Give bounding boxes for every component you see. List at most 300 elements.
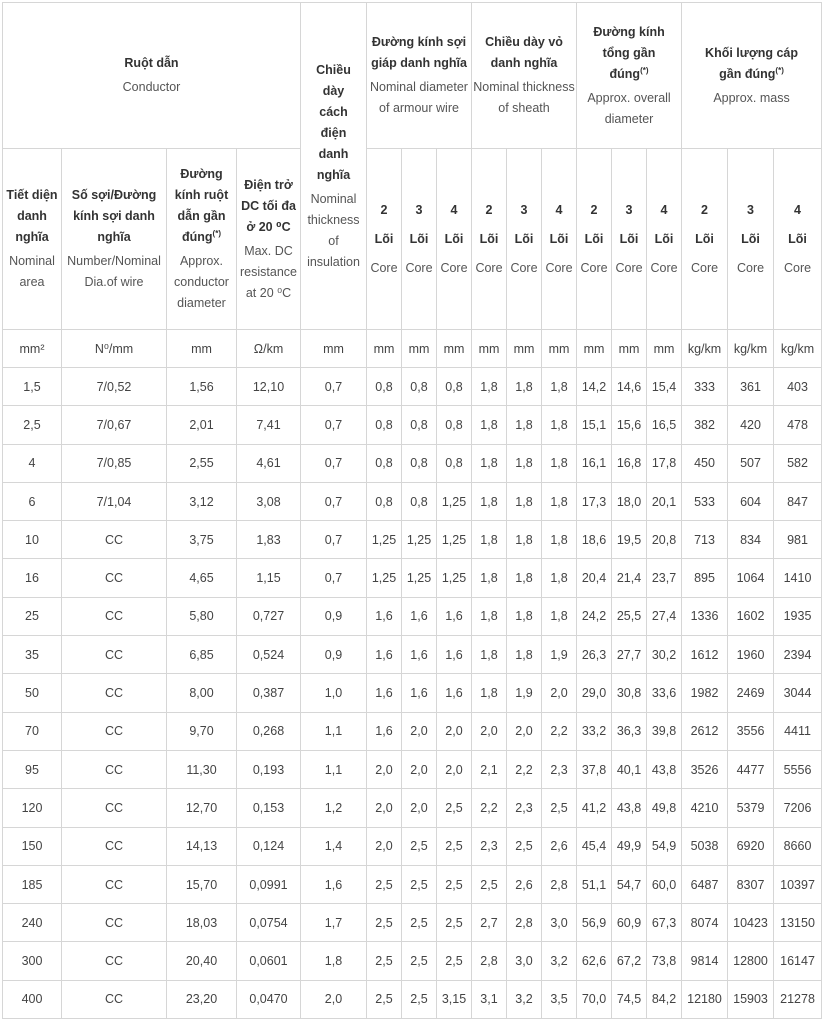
table-cell: 1,56 bbox=[167, 368, 237, 406]
table-cell: 17,8 bbox=[647, 444, 682, 482]
unit-cell: mm bbox=[402, 330, 437, 368]
table-cell: 2,0 bbox=[472, 712, 507, 750]
table-cell: 2,1 bbox=[472, 750, 507, 788]
table-cell: 2,5 bbox=[402, 827, 437, 865]
table-cell: 4,61 bbox=[237, 444, 301, 482]
table-cell: 1,8 bbox=[472, 368, 507, 406]
table-cell: 1,8 bbox=[472, 597, 507, 635]
core-header-overall-4 bbox=[647, 149, 682, 330]
table-cell: 240 bbox=[3, 904, 62, 942]
table-cell: 1,8 bbox=[507, 636, 542, 674]
table-row bbox=[3, 559, 822, 597]
core-count: 3 bbox=[747, 202, 754, 217]
table-cell: 6487 bbox=[682, 865, 728, 903]
table-cell: 1,8 bbox=[472, 674, 507, 712]
table-cell: 11,30 bbox=[167, 750, 237, 788]
table-cell: 1064 bbox=[728, 559, 774, 597]
core-count: 3 bbox=[415, 202, 423, 217]
table-cell: 1,6 bbox=[301, 865, 367, 903]
table-row bbox=[3, 980, 822, 1018]
table-cell: 50 bbox=[3, 674, 62, 712]
table-cell: 0,7 bbox=[301, 482, 367, 520]
table-cell: 12800 bbox=[728, 942, 774, 980]
table-cell: 2,5 bbox=[507, 827, 542, 865]
table-cell: 2,01 bbox=[167, 406, 237, 444]
table-cell: 2,5 bbox=[542, 789, 577, 827]
table-cell: 0,387 bbox=[237, 674, 301, 712]
core-header-armour-2 bbox=[367, 149, 402, 330]
table-cell: 0,0601 bbox=[237, 942, 301, 980]
table-cell: 150 bbox=[3, 827, 62, 865]
table-cell: 2,3 bbox=[542, 750, 577, 788]
table-cell: 1,8 bbox=[542, 521, 577, 559]
table-cell: 2,0 bbox=[402, 789, 437, 827]
core-label-en: Core bbox=[690, 260, 719, 275]
table-cell: 0,8 bbox=[367, 482, 402, 520]
table-cell: 1982 bbox=[682, 674, 728, 712]
table-cell: CC bbox=[62, 750, 167, 788]
table-cell: 2,5 bbox=[367, 942, 402, 980]
table-cell: 3,12 bbox=[167, 482, 237, 520]
table-cell: 1,4 bbox=[301, 827, 367, 865]
table-cell: 8074 bbox=[682, 904, 728, 942]
core-label-en: Core bbox=[510, 260, 538, 275]
table-cell: 2,5 bbox=[402, 980, 437, 1018]
table-cell: 2469 bbox=[728, 674, 774, 712]
table-cell: 0,193 bbox=[237, 750, 301, 788]
table-cell: 16147 bbox=[774, 942, 822, 980]
table-cell: 2,0 bbox=[542, 674, 577, 712]
core-label-en: Core bbox=[580, 260, 608, 275]
table-cell: CC bbox=[62, 827, 167, 865]
table-cell: 2,5 bbox=[367, 980, 402, 1018]
table-cell: 1,6 bbox=[367, 674, 402, 712]
table-cell: 2,5 bbox=[402, 942, 437, 980]
table-cell: 7/1,04 bbox=[62, 482, 167, 520]
table-cell: 2,5 bbox=[437, 827, 472, 865]
header-cond-dia-mark: (*) bbox=[212, 228, 221, 238]
table-cell: 2,5 bbox=[3, 406, 62, 444]
table-cell: 1,6 bbox=[367, 636, 402, 674]
table-cell: 4 bbox=[3, 444, 62, 482]
table-cell: 49,9 bbox=[612, 827, 647, 865]
core-count: 3 bbox=[625, 202, 633, 217]
table-cell: 25 bbox=[3, 597, 62, 635]
table-cell: 3,15 bbox=[437, 980, 472, 1018]
table-cell: 1,6 bbox=[367, 597, 402, 635]
table-cell: 60,0 bbox=[647, 865, 682, 903]
table-row bbox=[3, 521, 822, 559]
header-cond-dia-vn: Đường kính ruột dẫn gần đúng(*) bbox=[174, 167, 229, 244]
table-cell: 18,0 bbox=[612, 482, 647, 520]
header-insulation-vn: Chiều dày cách điện danh nghĩa bbox=[316, 62, 351, 182]
core-count: 2 bbox=[590, 202, 598, 217]
core-label-en: Core bbox=[475, 260, 503, 275]
table-cell: 1,6 bbox=[402, 597, 437, 635]
table-cell: 1935 bbox=[774, 597, 822, 635]
table-cell: 5379 bbox=[728, 789, 774, 827]
table-cell: 1,15 bbox=[237, 559, 301, 597]
table-cell: CC bbox=[62, 980, 167, 1018]
table-cell: 400 bbox=[3, 980, 62, 1018]
table-cell: 2,5 bbox=[437, 789, 472, 827]
core-header-armour-3 bbox=[402, 149, 437, 330]
table-cell: 1,6 bbox=[367, 712, 402, 750]
table-cell: 847 bbox=[774, 482, 822, 520]
table-cell: 33,6 bbox=[647, 674, 682, 712]
unit-cell: mm bbox=[472, 330, 507, 368]
table-cell: 54,9 bbox=[647, 827, 682, 865]
table-cell: 420 bbox=[728, 406, 774, 444]
unit-cell: mm bbox=[612, 330, 647, 368]
core-label-en: Core bbox=[440, 260, 468, 275]
table-cell: 1,1 bbox=[301, 750, 367, 788]
header-wire-en: Number/Nominal Dia.of wire bbox=[67, 254, 161, 289]
table-cell: 2,5 bbox=[437, 942, 472, 980]
table-cell: 37,8 bbox=[577, 750, 612, 788]
table-cell: 15,6 bbox=[612, 406, 647, 444]
unit-cell: mm bbox=[167, 330, 237, 368]
table-cell: 0,9 bbox=[301, 636, 367, 674]
cable-spec-table bbox=[2, 2, 822, 1019]
table-cell: 2,0 bbox=[402, 712, 437, 750]
table-cell: 2,0 bbox=[367, 827, 402, 865]
table-cell: 21,4 bbox=[612, 559, 647, 597]
table-cell: 51,1 bbox=[577, 865, 612, 903]
table-cell: 0,8 bbox=[367, 406, 402, 444]
table-cell: 1410 bbox=[774, 559, 822, 597]
core-count: 2 bbox=[701, 202, 708, 217]
table-cell: 5,80 bbox=[167, 597, 237, 635]
core-header-sheath-3 bbox=[507, 149, 542, 330]
header-mass bbox=[682, 3, 822, 149]
table-cell: 1,25 bbox=[402, 521, 437, 559]
core-count: 2 bbox=[485, 202, 493, 217]
core-label-en: Core bbox=[405, 260, 433, 275]
table-cell: 361 bbox=[728, 368, 774, 406]
header-insulation-en: Nominal thickness of insulation bbox=[307, 191, 360, 269]
table-cell: 1,25 bbox=[437, 559, 472, 597]
core-header-sheath-4 bbox=[542, 149, 577, 330]
table-cell: 2612 bbox=[682, 712, 728, 750]
table-cell: 4411 bbox=[774, 712, 822, 750]
header-sheath bbox=[472, 3, 577, 149]
table-cell: 1,8 bbox=[542, 444, 577, 482]
table-cell: 0,7 bbox=[301, 521, 367, 559]
core-count: 4 bbox=[794, 202, 801, 217]
unit-cell: mm bbox=[437, 330, 472, 368]
table-cell: 2,0 bbox=[437, 750, 472, 788]
table-cell: CC bbox=[62, 674, 167, 712]
header-armour bbox=[367, 3, 472, 149]
table-cell: 9,70 bbox=[167, 712, 237, 750]
table-cell: 3044 bbox=[774, 674, 822, 712]
table-cell: CC bbox=[62, 904, 167, 942]
table-cell: 2,0 bbox=[507, 712, 542, 750]
core-label-en: Core bbox=[370, 260, 398, 275]
header-mass-en: Approx. mass bbox=[713, 90, 790, 105]
table-cell: 4,65 bbox=[167, 559, 237, 597]
table-cell: 0,8 bbox=[402, 406, 437, 444]
table-cell: 2,6 bbox=[507, 865, 542, 903]
table-cell: 2394 bbox=[774, 636, 822, 674]
core-header-mass-2 bbox=[682, 149, 728, 330]
table-cell: 1,1 bbox=[301, 712, 367, 750]
table-cell: 2,5 bbox=[367, 865, 402, 903]
unit-cell: mm bbox=[647, 330, 682, 368]
table-row bbox=[3, 827, 822, 865]
table-cell: CC bbox=[62, 712, 167, 750]
table-cell: 4477 bbox=[728, 750, 774, 788]
core-header-sheath-2 bbox=[472, 149, 507, 330]
table-row bbox=[3, 865, 822, 903]
table-cell: 20,1 bbox=[647, 482, 682, 520]
table-cell: 1,8 bbox=[472, 559, 507, 597]
header-sheath-en: Nominal thickness of sheath bbox=[473, 80, 575, 115]
table-cell: 15,1 bbox=[577, 406, 612, 444]
core-label-vn: Lõi bbox=[654, 231, 674, 246]
table-cell: 0,8 bbox=[437, 368, 472, 406]
table-cell: 1,25 bbox=[437, 521, 472, 559]
table-cell: 7206 bbox=[774, 789, 822, 827]
header-overall-mark: (*) bbox=[640, 65, 649, 75]
table-cell: 0,124 bbox=[237, 827, 301, 865]
table-cell: 9814 bbox=[682, 942, 728, 980]
table-cell: 1,6 bbox=[437, 636, 472, 674]
table-cell: 1,5 bbox=[3, 368, 62, 406]
table-row bbox=[3, 636, 822, 674]
table-cell: 0,8 bbox=[437, 444, 472, 482]
unit-cell: mm² bbox=[3, 330, 62, 368]
table-cell: 0,0754 bbox=[237, 904, 301, 942]
header-sheath-vn: Chiều dày vỏ danh nghĩa bbox=[485, 35, 563, 70]
table-cell: 45,4 bbox=[577, 827, 612, 865]
table-cell: 56,9 bbox=[577, 904, 612, 942]
table-cell: 19,5 bbox=[612, 521, 647, 559]
core-count: 4 bbox=[555, 202, 563, 217]
table-cell: 10423 bbox=[728, 904, 774, 942]
table-cell: 6920 bbox=[728, 827, 774, 865]
table-cell: 6,85 bbox=[167, 636, 237, 674]
table-cell: 834 bbox=[728, 521, 774, 559]
header-mass-mark: (*) bbox=[775, 65, 784, 75]
header-resistance bbox=[237, 149, 301, 330]
table-cell: 24,2 bbox=[577, 597, 612, 635]
table-cell: 403 bbox=[774, 368, 822, 406]
table-cell: 1,25 bbox=[367, 521, 402, 559]
unit-cell: mm bbox=[542, 330, 577, 368]
table-cell: 20,40 bbox=[167, 942, 237, 980]
table-cell: 2,8 bbox=[542, 865, 577, 903]
table-cell: 3,2 bbox=[542, 942, 577, 980]
table-cell: 10397 bbox=[774, 865, 822, 903]
table-cell: 120 bbox=[3, 789, 62, 827]
unit-cell: mm bbox=[301, 330, 367, 368]
table-cell: 36,3 bbox=[612, 712, 647, 750]
table-cell: 1,8 bbox=[507, 368, 542, 406]
table-cell: 713 bbox=[682, 521, 728, 559]
table-cell: 12,70 bbox=[167, 789, 237, 827]
header-armour-vn: Đường kính sợi giáp danh nghĩa bbox=[371, 35, 467, 70]
table-cell: 7/0,52 bbox=[62, 368, 167, 406]
table-cell: 25,5 bbox=[612, 597, 647, 635]
table-cell: 27,7 bbox=[612, 636, 647, 674]
table-cell: 7/0,67 bbox=[62, 406, 167, 444]
table-cell: 2,8 bbox=[472, 942, 507, 980]
table-cell: 16 bbox=[3, 559, 62, 597]
header-conductor-diameter bbox=[167, 149, 237, 330]
header-area-vn: Tiết diện danh nghĩa bbox=[6, 188, 58, 244]
table-cell: 0,8 bbox=[437, 406, 472, 444]
table-cell: 1,8 bbox=[472, 521, 507, 559]
table-cell: 2,5 bbox=[437, 865, 472, 903]
header-mass-vn: Khối lượng cáp gần đúng(*) bbox=[705, 45, 798, 81]
table-row bbox=[3, 482, 822, 520]
table-cell: 2,0 bbox=[301, 980, 367, 1018]
core-count: 3 bbox=[520, 202, 528, 217]
core-label-en: Core bbox=[545, 260, 573, 275]
core-header-armour-4 bbox=[437, 149, 472, 330]
table-cell: 12180 bbox=[682, 980, 728, 1018]
table-cell: 1,6 bbox=[402, 674, 437, 712]
table-cell: 16,8 bbox=[612, 444, 647, 482]
table-cell: 15,70 bbox=[167, 865, 237, 903]
table-cell: 18,6 bbox=[577, 521, 612, 559]
table-cell: 3,1 bbox=[472, 980, 507, 1018]
table-cell: 1,8 bbox=[542, 597, 577, 635]
table-cell: 43,8 bbox=[647, 750, 682, 788]
table-row bbox=[3, 406, 822, 444]
table-cell: 582 bbox=[774, 444, 822, 482]
cable-spec-table-container bbox=[2, 2, 821, 1019]
table-cell: 60,9 bbox=[612, 904, 647, 942]
table-cell: 2,0 bbox=[367, 750, 402, 788]
table-cell: 6 bbox=[3, 482, 62, 520]
table-cell: 2,3 bbox=[507, 789, 542, 827]
table-cell: CC bbox=[62, 597, 167, 635]
table-cell: 16,1 bbox=[577, 444, 612, 482]
table-cell: 2,5 bbox=[402, 865, 437, 903]
table-cell: 3,08 bbox=[237, 482, 301, 520]
table-cell: 74,5 bbox=[612, 980, 647, 1018]
unit-cell: mm bbox=[367, 330, 402, 368]
core-count: 2 bbox=[380, 202, 388, 217]
core-label-vn: Lõi bbox=[409, 231, 429, 246]
table-cell: 1,8 bbox=[542, 406, 577, 444]
table-cell: 1,25 bbox=[402, 559, 437, 597]
table-cell: 0,727 bbox=[237, 597, 301, 635]
table-row bbox=[3, 674, 822, 712]
table-row bbox=[3, 712, 822, 750]
core-header-overall-3 bbox=[612, 149, 647, 330]
table-cell: 0,9 bbox=[301, 597, 367, 635]
unit-row bbox=[3, 330, 822, 368]
table-cell: 1,8 bbox=[507, 444, 542, 482]
table-cell: 5038 bbox=[682, 827, 728, 865]
table-cell: 15903 bbox=[728, 980, 774, 1018]
table-cell: 3,0 bbox=[507, 942, 542, 980]
table-cell: 1,8 bbox=[301, 942, 367, 980]
core-label-vn: Lõi bbox=[584, 231, 604, 246]
table-cell: 1,8 bbox=[542, 559, 577, 597]
header-resist-vn: Điện trở DC tối đa ở 20 ⁰C bbox=[241, 177, 296, 234]
header-wire-vn: Số sợi/Đường kính sợi danh nghĩa bbox=[71, 188, 157, 244]
header-overall-en: Approx. overall diameter bbox=[587, 90, 671, 126]
unit-cell: kg/km bbox=[728, 330, 774, 368]
table-cell: 13150 bbox=[774, 904, 822, 942]
table-cell: 895 bbox=[682, 559, 728, 597]
unit-cell: kg/km bbox=[774, 330, 822, 368]
table-cell: 5556 bbox=[774, 750, 822, 788]
table-cell: 1,83 bbox=[237, 521, 301, 559]
header-overall-diameter bbox=[577, 3, 682, 149]
table-cell: 12,10 bbox=[237, 368, 301, 406]
table-cell: 1,8 bbox=[542, 482, 577, 520]
header-overall-vn: Đường kính tổng gần đúng(*) bbox=[593, 24, 665, 81]
table-cell: 507 bbox=[728, 444, 774, 482]
table-cell: 15,4 bbox=[647, 368, 682, 406]
table-cell: 1960 bbox=[728, 636, 774, 674]
table-cell: 0,153 bbox=[237, 789, 301, 827]
table-cell: 3,2 bbox=[507, 980, 542, 1018]
table-row bbox=[3, 904, 822, 942]
table-cell: 604 bbox=[728, 482, 774, 520]
table-cell: 30,2 bbox=[647, 636, 682, 674]
table-row bbox=[3, 444, 822, 482]
table-cell: 478 bbox=[774, 406, 822, 444]
unit-cell: kg/km bbox=[682, 330, 728, 368]
core-label-en: Core bbox=[650, 260, 678, 275]
header-area-en: Nominal area bbox=[9, 254, 55, 289]
table-cell: 8307 bbox=[728, 865, 774, 903]
table-cell: 0,268 bbox=[237, 712, 301, 750]
table-cell: 14,2 bbox=[577, 368, 612, 406]
table-cell: 18,03 bbox=[167, 904, 237, 942]
table-cell: 0,7 bbox=[301, 559, 367, 597]
table-cell: 62,6 bbox=[577, 942, 612, 980]
table-cell: 4210 bbox=[682, 789, 728, 827]
core-label-en: Core bbox=[615, 260, 643, 275]
table-cell: 0,7 bbox=[301, 368, 367, 406]
table-cell: 1,8 bbox=[472, 482, 507, 520]
table-cell: 981 bbox=[774, 521, 822, 559]
table-cell: 40,1 bbox=[612, 750, 647, 788]
table-cell: 0,0470 bbox=[237, 980, 301, 1018]
table-cell: 2,0 bbox=[367, 789, 402, 827]
core-header-overall-2 bbox=[577, 149, 612, 330]
table-cell: 0,8 bbox=[402, 444, 437, 482]
table-cell: 3556 bbox=[728, 712, 774, 750]
core-label-vn: Lõi bbox=[788, 231, 807, 246]
table-cell: 14,13 bbox=[167, 827, 237, 865]
table-cell: 0,8 bbox=[367, 368, 402, 406]
table-cell: 1,8 bbox=[507, 559, 542, 597]
table-cell: 70 bbox=[3, 712, 62, 750]
table-cell: 8,00 bbox=[167, 674, 237, 712]
table-cell: 23,7 bbox=[647, 559, 682, 597]
table-cell: 30,8 bbox=[612, 674, 647, 712]
table-cell: 16,5 bbox=[647, 406, 682, 444]
unit-cell: mm bbox=[577, 330, 612, 368]
table-cell: 1,8 bbox=[507, 482, 542, 520]
table-cell: 67,3 bbox=[647, 904, 682, 942]
table-cell: 23,20 bbox=[167, 980, 237, 1018]
table-cell: 1,7 bbox=[301, 904, 367, 942]
table-cell: 185 bbox=[3, 865, 62, 903]
core-label-vn: Lõi bbox=[695, 231, 714, 246]
header-conductor-vn: Ruột dẫn bbox=[124, 56, 179, 70]
table-cell: 0,8 bbox=[367, 444, 402, 482]
